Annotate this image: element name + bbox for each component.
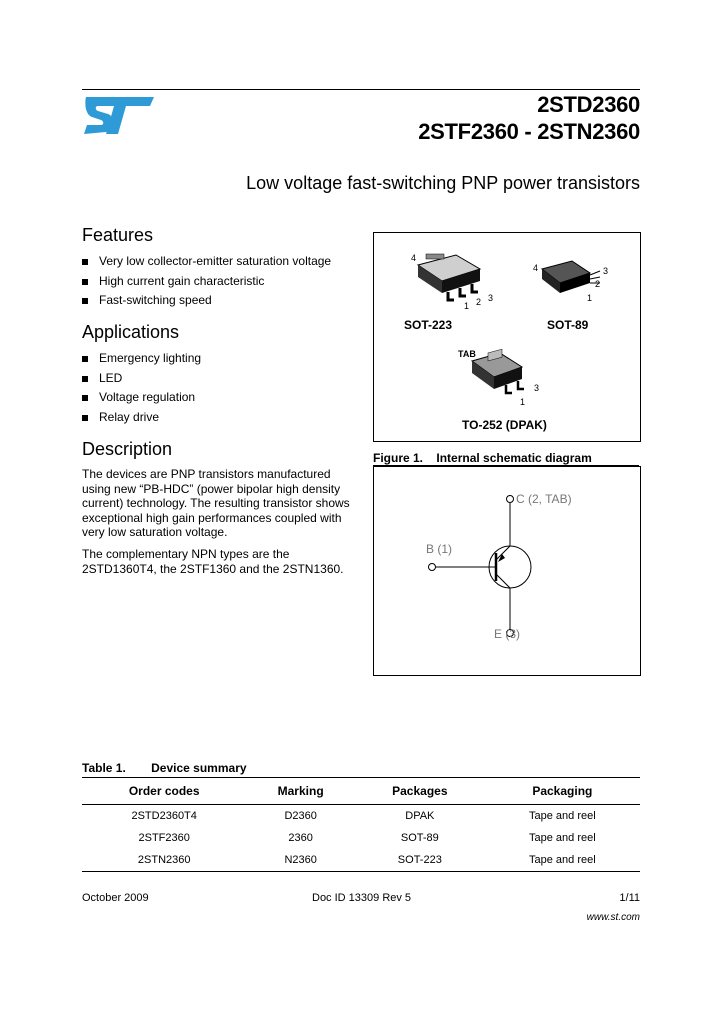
pin-label: 3 [534,383,540,393]
pin-label: 3 [488,293,494,303]
bullet-icon [82,415,88,421]
figure-title: Internal schematic diagram [436,451,592,465]
bullet-icon [82,376,88,382]
sot223-label: SOT-223 [404,318,453,332]
column-header: Order codes [82,778,246,805]
pin-label: 4 [411,253,417,263]
list-item: Emergency lighting [82,349,201,369]
description-paragraph-2: The complementary NPN types are the 2STD1360T4, the 2STF1360 and the 2STN1360. [82,547,344,576]
description-heading: Description [82,439,173,459]
table-header-row [82,778,640,805]
table-row [82,827,640,849]
pin-label: 1 [520,397,526,407]
schematic-box [373,466,641,676]
table-cell: SOT-223 [355,849,485,872]
collector-pin-label: C (2, TAB) [516,492,572,506]
figure-caption [373,451,592,465]
bullet-icon [82,279,88,285]
pin-label: 2 [476,297,482,307]
list-item: LED [82,369,201,389]
list-item: Voltage regulation [82,388,201,408]
title-line2: 2STF2360 - 2STN2360 [418,119,640,144]
tab-label: TAB [458,349,476,359]
list-item: High current gain characteristic [82,272,331,292]
device-summary-table [82,777,640,872]
table-cell: 2360 [288,832,313,844]
table-cell: N2360 [246,849,355,872]
bullet-icon [82,298,88,304]
list-item: Very low collector-emitter saturation voltage [82,252,331,272]
document-subtitle: Low voltage fast-switching PNP power transistors [246,173,640,193]
table-cell: DPAK [405,810,435,822]
st-logo [82,94,156,136]
base-pin-label: B (1) [426,542,453,556]
table-cell: Tape and reel [529,832,596,844]
bullet-icon [82,356,88,362]
list-item: Fast-switching speed [82,291,331,311]
table-cell: 2STD2360T4 [131,810,197,822]
table-title: Device summary [151,761,247,775]
table-cell: Tape and reel [529,810,596,822]
list-item: Relay drive [82,408,201,428]
dpak-label: TO-252 (DPAK) [462,418,547,432]
sot223-package-image [406,251,496,313]
column-header: Marking [246,778,355,805]
column-header: Packaging [485,778,640,805]
sot89-label: SOT-89 [547,318,589,332]
features-list [82,252,331,311]
title-line1: 2STD2360 [537,92,640,117]
emitter-pin-label: E (3) [494,627,521,641]
package-box [373,232,641,442]
pin-label: 1 [464,301,470,311]
pin-label: 1 [587,293,593,303]
table-cell: Tape and reel [485,849,640,872]
pin-label: 2 [595,279,601,289]
features-heading: Features [82,225,154,245]
table-caption [82,761,247,775]
table-row [82,805,640,828]
description-paragraph-1: The devices are PNP transistors manufactured using new “PB-HDC” (power bipolar high density current) technology. The resulting transistor shows exceptional high gain performances coupled with very low saturation voltage. [82,467,350,539]
bullet-icon [82,259,88,265]
pin-label: 4 [533,263,539,273]
table-row [82,849,640,872]
table-cell: 2STF2360 [138,832,190,844]
applications-heading: Applications [82,322,180,342]
column-header: Packages [355,778,485,805]
pin-label: 3 [603,266,609,276]
figure-number: Figure 1. [373,451,424,465]
top-rule [82,89,640,90]
footer-date: October 2009 [82,892,149,904]
dpak-package-image [458,347,548,409]
table-number: Table 1. [82,761,126,775]
website-link[interactable]: www.st.com [586,912,640,923]
pnp-transistor-schematic [374,467,640,675]
table-cell: SOT-89 [400,832,439,844]
footer-page-number: 1/11 [619,892,640,904]
table-cell: D2360 [284,810,317,822]
sot89-package-image [532,257,612,307]
bullet-icon [82,395,88,401]
table-cell: 2STN2360 [82,849,246,872]
footer-doc-id: Doc ID 13309 Rev 5 [312,892,412,904]
applications-list [82,349,201,427]
